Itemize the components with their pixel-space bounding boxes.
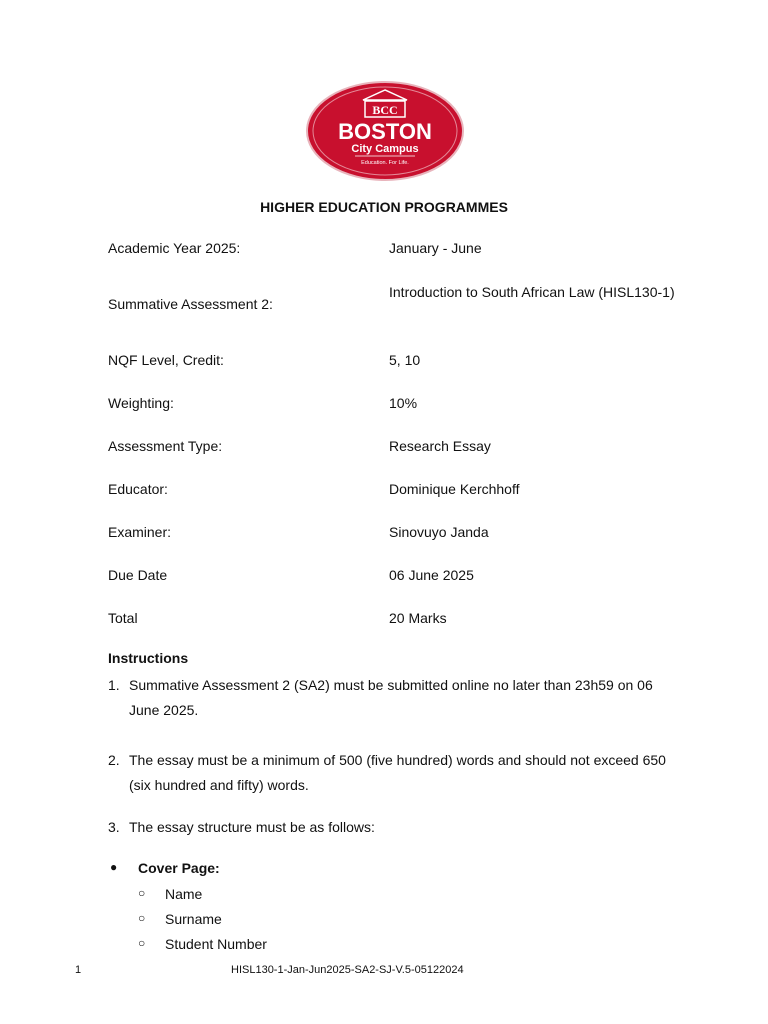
detail-label: Weighting: bbox=[108, 395, 174, 411]
detail-value: Introduction to South African Law (HISL130-1) bbox=[389, 284, 675, 300]
cover-page-item-text: Name bbox=[165, 886, 203, 902]
detail-label: Total bbox=[108, 610, 138, 626]
instructions-title: Instructions bbox=[108, 650, 189, 666]
bullet-circle-icon: ○ bbox=[138, 886, 146, 900]
detail-value: January - June bbox=[389, 240, 482, 256]
svg-text:BCC: BCC bbox=[372, 103, 398, 117]
bullet-circle-icon: ○ bbox=[138, 911, 146, 925]
instruction-text: Summative Assessment 2 (SA2) must be submitted online no later than 23h59 on 06 June 2025. bbox=[129, 677, 653, 718]
instruction-text: The essay structure must be as follows: bbox=[129, 819, 375, 835]
detail-label: Summative Assessment 2: bbox=[108, 296, 273, 312]
logo-wordmark: BOSTON bbox=[338, 119, 432, 144]
detail-value: 5, 10 bbox=[389, 352, 421, 368]
instruction-number: 1. bbox=[108, 677, 120, 693]
logo-tagline: Education. For Life. bbox=[361, 160, 409, 166]
detail-label: Due Date bbox=[108, 567, 168, 583]
footer-page-number: 1 bbox=[75, 964, 82, 976]
detail-value: 10% bbox=[389, 395, 418, 411]
detail-label: Educator: bbox=[108, 481, 168, 497]
page-heading: HIGHER EDUCATION PROGRAMMES bbox=[260, 199, 508, 215]
cover-page-label: Cover Page: bbox=[138, 860, 220, 876]
detail-value: Dominique Kerchhoff bbox=[389, 481, 520, 497]
detail-label: Academic Year 2025: bbox=[108, 240, 241, 256]
detail-value: 06 June 2025 bbox=[389, 567, 474, 583]
cover-page-item-text: Student Number bbox=[165, 936, 267, 952]
cover-page-item-text: Surname bbox=[165, 911, 222, 927]
instruction-number: 2. bbox=[108, 752, 120, 768]
logo-subtitle: City Campus bbox=[351, 143, 419, 155]
detail-label: Examiner: bbox=[108, 524, 172, 540]
bullet-dot-icon: ● bbox=[110, 860, 118, 874]
detail-label: Assessment Type: bbox=[108, 438, 223, 454]
instruction-text: The essay must be a minimum of 500 (five hundred) words and should not exceed 650 (six hundred and fifty) words. bbox=[129, 752, 666, 793]
instruction-number: 3. bbox=[108, 819, 120, 835]
detail-label: NQF Level, Credit: bbox=[108, 352, 224, 368]
footer-document-code: HISL130-1-Jan-Jun2025-SA2-SJ-V.5-05122024 bbox=[231, 964, 464, 976]
boston-city-campus-logo bbox=[305, 80, 465, 182]
bullet-circle-icon: ○ bbox=[138, 936, 146, 950]
detail-value: Research Essay bbox=[389, 438, 491, 454]
detail-value: 20 Marks bbox=[389, 610, 447, 626]
detail-value: Sinovuyo Janda bbox=[389, 524, 489, 540]
